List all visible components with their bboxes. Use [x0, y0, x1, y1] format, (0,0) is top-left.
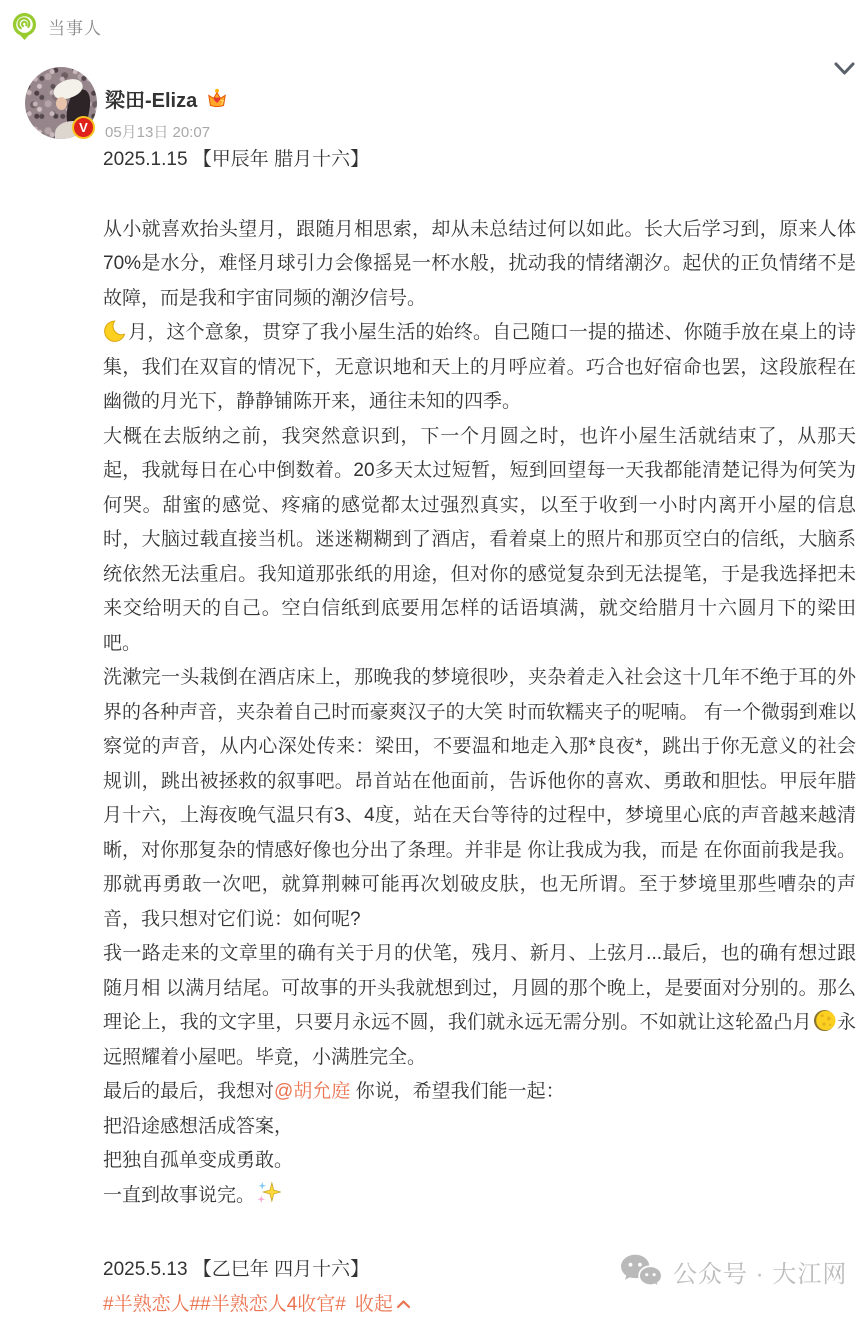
paragraph-6: [103, 1075, 856, 1110]
blank-line: [103, 178, 856, 213]
paragraph-1: 从小就喜欢抬头望月，跟随月相思索，却从未总结过何以如此。长大后学习到，原来人体70%是水分，难怪月球引力会像摇晃一杯水般，扰动我的情绪潮汐。起伏的正负情绪不是故障，而是我和宇宙同频的潮汐信号。: [103, 213, 856, 317]
crescent-moon-emoji: [104, 319, 127, 342]
hashtag-line: [103, 1288, 856, 1322]
collapse-label: 收起: [355, 1294, 393, 1315]
footer-title: 2025.5.13 【乙巳年 四月十六】: [103, 1253, 856, 1288]
avatar-face: [56, 97, 67, 110]
blank-gap: [103, 1213, 856, 1253]
author-block: [105, 84, 229, 142]
paragraph-6-text-after: 你说，希望我们能一起：: [350, 1081, 564, 1102]
paragraph-2-text: 月，这个意象，贯穿了我小屋生活的始终。自己随口一提的描述、你随手放在桌上的诗集，我们在双盲的情况下，无意识地和天上的月呼应着。巧合也好宿命也罢，这段旅程在幽微的月光下，静静铺陈开来，通往未知的四季。: [103, 322, 856, 412]
author-name[interactable]: 梁田-Eliza: [105, 84, 197, 113]
paragraph-5: [103, 937, 856, 1075]
verified-badge: [72, 116, 95, 139]
watermark: [620, 1253, 847, 1289]
svg-text:7: 7: [221, 100, 225, 107]
chevron-up-icon: [396, 1299, 411, 1309]
paragraph-4: 洗漱完一头栽倒在酒店床上，那晚我的梦境很吵，夹杂着走入社会这十几年不绝于耳的外界的各种声音，夹杂着自己时而豪爽汉子的大笑 时而软糯夹子的呢喃。 有一个微弱到难以察觉的声音，从内心深处传来：梁田，不要温和地走入那*良夜*，跳出于你无意义的社会规训，跳出被拯救的叙事吧。昂首站在他面前，告诉他你的喜欢、勇敢和胆怯。甲辰年腊月十六，上海夜晚气温只有3、4度，站在天台等待的过程中，梦境里心底的声音越来越清晰，对你那复杂的情感好像也分出了条理。并非是 你让我成为我，而是 在你面前我是我。那就再勇敢一次吧，就算荆棘可能再次划破皮肤，也无所谓。至于梦境里那些嘈杂的声音，我只想对它们说：如何呢?: [103, 661, 856, 937]
mention-link[interactable]: @胡允庭: [274, 1081, 350, 1102]
paragraph-7: 把沿途感想活成答案，: [103, 1110, 856, 1145]
paragraph-9-text: 一直到故事说完。: [103, 1185, 255, 1206]
vip-crown-icon: [205, 88, 229, 110]
paragraph-5-text-after: 永远照耀着小屋吧。毕竟，小满胜完全。: [103, 1012, 856, 1068]
litigant-pin-icon: [12, 12, 37, 41]
paragraph-3: 大概在去版纳之前，我突然意识到，下一个月圆之时，也许小屋生活就结束了，从那天起，我就每日在心中倒数着。20多天太过短暂，短到回望每一天我都能清楚记得为何笑为何哭。甜蜜的感觉、疼痛的感觉都太过强烈真实，以至于收到一小时内离开小屋的信息时，大脑过载直接当机。迷迷糊糊到了酒店，看着桌上的照片和那页空白的信纸，大脑系统依然无法重启。我知道那张纸的用途，但对你的感觉复杂到无法提笔，于是我选择把未来交给明天的自己。空白信纸到底要用怎样的话语填满，就交给腊月十六圆月下的梁田吧。: [103, 420, 856, 662]
collapse-link[interactable]: [355, 1294, 411, 1315]
post-title: 2025.1.15 【甲辰年 腊月十六】: [103, 143, 856, 178]
litigant-tag: [12, 12, 102, 41]
paragraph-8: 把独自孤单变成勇敢。: [103, 1144, 856, 1179]
chevron-down-icon[interactable]: [833, 61, 856, 77]
verified-badge-letter: V: [79, 121, 88, 134]
wechat-icon: [620, 1253, 662, 1289]
paragraph-2: [103, 316, 856, 420]
paragraph-5-text-before: 我一路走来的文章里的确有关于月的伏笔，残月、新月、上弦月...最后，也的确有想过跟随月相 以满月结尾。可故事的开头我就想到过，月圆的那个晚上，是要面对分别的。那么理论上，我的文字里，只要月永远不圆，我们就永远无需分别。不如就让这轮盈凸月: [103, 943, 856, 1033]
paragraph-6-text-before: 最后的最后，我想对: [103, 1081, 274, 1102]
litigant-tag-label: 当事人: [48, 14, 102, 39]
paragraph-9: [103, 1179, 856, 1214]
post-content: [103, 143, 856, 1322]
hashtag-links[interactable]: #半熟恋人##半熟恋人4收官#: [103, 1294, 346, 1315]
watermark-text: 公众号 · 大江网: [673, 1254, 847, 1289]
sparkles-emoji: [256, 1180, 281, 1205]
post-timestamp: 05月13日 20:07: [105, 121, 229, 142]
waxing-gibbous-moon-emoji: [813, 1009, 836, 1032]
